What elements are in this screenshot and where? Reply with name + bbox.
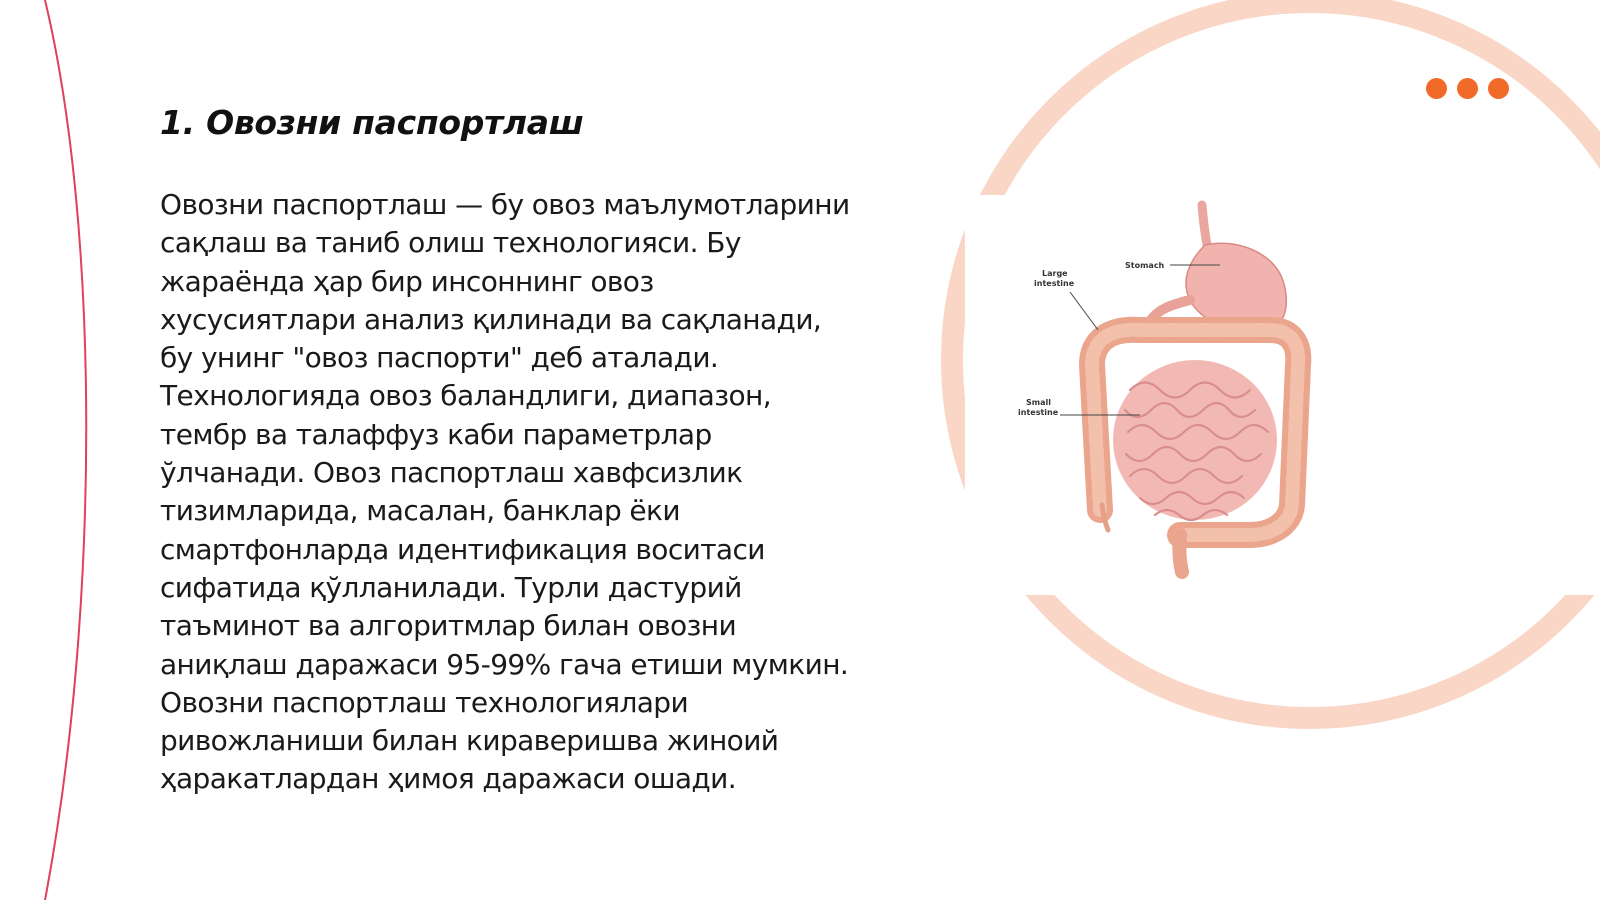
dot-icon	[1426, 78, 1447, 99]
large-intestine-label-line2: intestine	[1034, 279, 1075, 288]
digestive-system-image	[1018, 200, 1330, 590]
slide-title: 1. Овозни паспортлаш	[160, 103, 584, 142]
dot-icon	[1488, 78, 1509, 99]
dots-menu	[1426, 78, 1509, 99]
small-intestine-label-line2: intestine	[1018, 408, 1059, 417]
small-intestine-label-line1: Small	[1026, 398, 1051, 407]
large-intestine-label-line1: Large	[1042, 269, 1068, 278]
left-arc	[45, 0, 86, 900]
slide-paragraph: Овозни паспортлаш — бу овоз маълумотларини сақлаш ва таниб олиш технологияси. Бу жараёнда ҳар бир инсоннинг овоз хусусиятлари анализ қилинади ва сақланади, бу унинг "овоз паспорти" деб аталади. Технологияда овоз баландлиги, диапазон, тембр ва талаффуз каби параметрлар ўлчанади. Овоз паспортлаш хавфсизлик тизимларида, масалан, банклар ёки смартфонларда идентификация воситаси сифатида қўлланилади. Турли дастурий таъминот ва алгоритмлар билан овозни аниқлаш даражаси 95-99% гача етиши мумкин. Овозни паспортлаш технологиялари ривожланиши билан кираверишва жиноий ҳаракатлардан ҳимоя даражаси ошади.	[160, 188, 850, 796]
stomach-label: Stomach	[1125, 261, 1165, 270]
dot-icon	[1457, 78, 1478, 99]
digestive-system-illustration	[1018, 200, 1330, 590]
